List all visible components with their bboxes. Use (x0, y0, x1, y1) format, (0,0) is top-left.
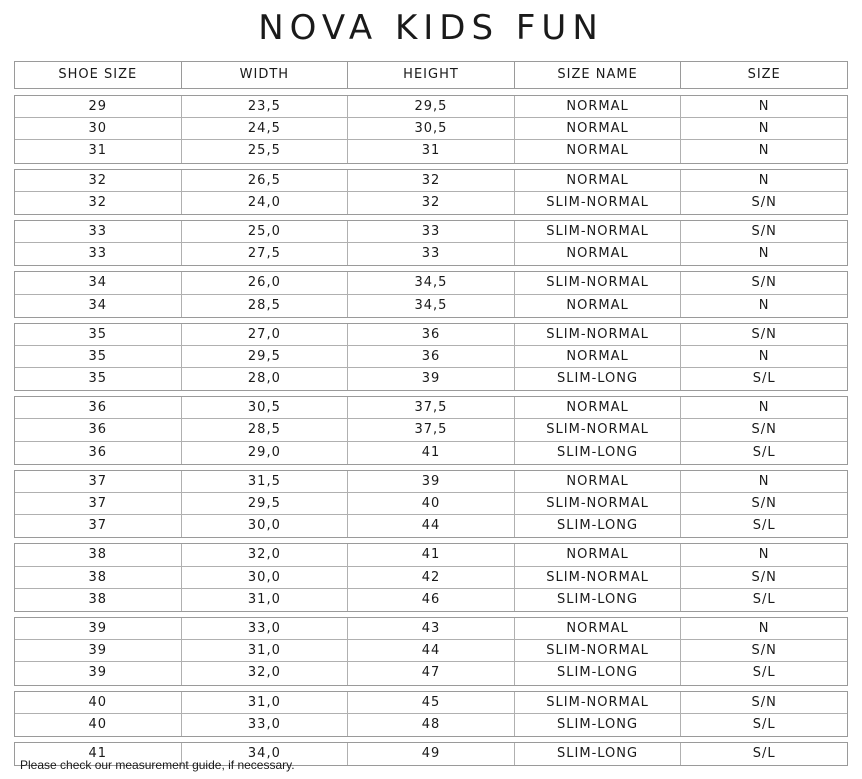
size-cell: S/L (752, 444, 776, 460)
size-name-cell: NORMAL (515, 397, 682, 418)
size-name-cell: SLIM-LONG (515, 442, 682, 464)
height-cell: 33 (348, 243, 515, 265)
shoe-size-cell: 31 (15, 140, 182, 162)
size-name-cell: NORMAL (515, 471, 682, 492)
width-cell: 28,0 (182, 368, 349, 390)
size-cell: N (758, 121, 770, 137)
table-row (15, 618, 847, 640)
shoe-size-cell: 35 (15, 368, 182, 390)
size-table-body (14, 95, 848, 771)
height-cell: 44 (348, 640, 515, 661)
width-cell: 24,0 (182, 192, 349, 214)
width-cell: 32,0 (182, 544, 349, 565)
size-name-cell: SLIM-NORMAL (515, 493, 682, 514)
table-header (14, 61, 848, 89)
header-shoe-size: SHOE SIZE (15, 62, 182, 88)
size-cell: S/L (752, 665, 776, 681)
size-cell: S/N (751, 194, 777, 210)
height-cell: 40 (348, 493, 515, 514)
size-group (14, 617, 848, 686)
table-row (15, 567, 847, 589)
width-cell: 30,5 (182, 397, 349, 418)
page-title: NOVA KIDS FUN (258, 8, 604, 48)
shoe-size-cell: 35 (15, 324, 182, 345)
shoe-size-cell: 34 (15, 295, 182, 317)
width-cell: 29,0 (182, 442, 349, 464)
shoe-size-cell: 32 (15, 170, 182, 191)
size-name-cell: SLIM-LONG (515, 714, 682, 736)
size-name-cell: SLIM-LONG (515, 368, 682, 390)
size-cell: S/L (752, 518, 776, 534)
table-row (15, 170, 847, 192)
table-row (15, 221, 847, 243)
size-cell: N (758, 99, 770, 114)
width-cell: 32,0 (182, 662, 349, 684)
size-cell: S/N (751, 422, 777, 438)
height-cell: 31 (348, 140, 515, 162)
shoe-size-cell: 34 (15, 272, 182, 293)
table-row (15, 442, 847, 464)
width-cell: 23,5 (182, 96, 349, 117)
size-group (14, 470, 848, 539)
size-group (14, 95, 848, 164)
size-cell: S/L (752, 371, 776, 387)
height-cell: 44 (348, 515, 515, 537)
height-cell: 30,5 (348, 118, 515, 139)
table-row (15, 346, 847, 368)
shoe-size-cell: 36 (15, 419, 182, 440)
height-cell: 32 (348, 170, 515, 191)
height-cell: 33 (348, 221, 515, 242)
height-cell: 41 (348, 442, 515, 464)
size-name-cell: NORMAL (515, 170, 682, 191)
height-cell: 45 (348, 692, 515, 713)
shoe-size-cell: 32 (15, 192, 182, 214)
size-group (14, 323, 848, 392)
height-cell: 39 (348, 368, 515, 390)
size-name-cell: NORMAL (515, 346, 682, 367)
shoe-size-cell: 36 (15, 397, 182, 418)
height-cell: 42 (348, 567, 515, 588)
size-cell: N (758, 400, 770, 416)
height-cell: 43 (348, 618, 515, 639)
size-name-cell: SLIM-NORMAL (515, 272, 682, 293)
width-cell: 27,0 (182, 324, 349, 345)
shoe-size-cell: 40 (15, 692, 182, 713)
size-name-cell: SLIM-NORMAL (515, 192, 682, 214)
shoe-size-cell: 30 (15, 118, 182, 139)
height-cell: 32 (348, 192, 515, 214)
size-group (14, 169, 848, 215)
size-name-cell: SLIM-NORMAL (515, 692, 682, 713)
table-row (15, 662, 847, 684)
width-cell: 31,0 (182, 692, 349, 713)
height-cell: 36 (348, 324, 515, 345)
width-cell: 28,5 (182, 419, 349, 440)
shoe-size-cell: 39 (15, 662, 182, 684)
table-row (15, 140, 847, 162)
size-name-cell: NORMAL (515, 243, 682, 265)
size-group (14, 220, 848, 266)
size-name-cell: SLIM-NORMAL (515, 419, 682, 440)
table-row (15, 397, 847, 419)
width-cell: 29,5 (182, 493, 349, 514)
size-name-cell: NORMAL (515, 96, 682, 117)
header-size-name: SIZE NAME (515, 62, 682, 88)
height-cell: 48 (348, 714, 515, 736)
table-row (15, 515, 847, 537)
width-cell: 34,0 (182, 743, 349, 765)
size-cell: S/N (751, 496, 777, 511)
table-row (15, 544, 847, 566)
width-cell: 31,5 (182, 471, 349, 492)
table-row (15, 192, 847, 214)
size-cell: S/N (751, 223, 777, 239)
size-name-cell: SLIM-NORMAL (515, 567, 682, 588)
width-cell: 27,5 (182, 243, 349, 265)
size-cell: S/N (751, 275, 777, 291)
table-row (15, 96, 847, 118)
shoe-size-cell: 38 (15, 589, 182, 611)
shoe-size-cell: 35 (15, 346, 182, 367)
size-cell: S/N (751, 694, 777, 710)
size-name-cell: NORMAL (515, 618, 682, 639)
size-cell: N (758, 348, 770, 364)
width-cell: 33,0 (182, 714, 349, 736)
size-cell: N (758, 473, 770, 489)
shoe-size-cell: 33 (15, 221, 182, 242)
height-cell: 46 (348, 589, 515, 611)
width-cell: 29,5 (182, 346, 349, 367)
size-cell: N (758, 246, 770, 262)
width-cell: 30,0 (182, 515, 349, 537)
size-name-cell: SLIM-LONG (515, 743, 682, 765)
shoe-size-cell: 29 (15, 96, 182, 117)
table-row (15, 324, 847, 346)
size-name-cell: NORMAL (515, 544, 682, 565)
height-cell: 29,5 (348, 96, 515, 117)
shoe-size-cell: 39 (15, 640, 182, 661)
width-cell: 33,0 (182, 618, 349, 639)
height-cell: 41 (348, 544, 515, 565)
table-row (15, 419, 847, 441)
height-cell: 47 (348, 662, 515, 684)
header-width: WIDTH (182, 62, 349, 88)
height-cell: 49 (348, 743, 515, 765)
size-name-cell: NORMAL (515, 140, 682, 162)
footnote: Please check our measurement guide, if necessary. (20, 758, 295, 772)
shoe-size-cell: 37 (15, 493, 182, 514)
size-cell: S/L (752, 591, 776, 607)
shoe-size-cell: 37 (15, 515, 182, 537)
size-cell: S/N (751, 643, 777, 659)
width-cell: 31,0 (182, 589, 349, 611)
width-cell: 24,5 (182, 118, 349, 139)
size-cell: S/N (751, 569, 777, 585)
width-cell: 28,5 (182, 295, 349, 317)
table-row (15, 295, 847, 317)
height-cell: 37,5 (348, 397, 515, 418)
width-cell: 31,0 (182, 640, 349, 661)
shoe-size-cell: 33 (15, 243, 182, 265)
size-group (14, 543, 848, 612)
shoe-size-cell: 39 (15, 618, 182, 639)
size-name-cell: SLIM-NORMAL (515, 324, 682, 345)
size-group (14, 691, 848, 737)
size-cell: N (758, 143, 770, 159)
table-row (15, 243, 847, 265)
size-name-cell: SLIM-LONG (515, 515, 682, 537)
size-name-cell: SLIM-LONG (515, 662, 682, 684)
table-row (15, 589, 847, 611)
table-row (15, 714, 847, 736)
table-row (15, 118, 847, 140)
height-cell: 36 (348, 346, 515, 367)
size-group (14, 271, 848, 317)
shoe-size-cell: 37 (15, 471, 182, 492)
width-cell: 26,0 (182, 272, 349, 293)
table-row (15, 640, 847, 662)
size-name-cell: SLIM-LONG (515, 589, 682, 611)
height-cell: 34,5 (348, 272, 515, 293)
size-cell: N (758, 172, 770, 188)
size-name-cell: NORMAL (515, 295, 682, 317)
size-name-cell: SLIM-NORMAL (515, 640, 682, 661)
table-row (15, 692, 847, 714)
size-cell: N (758, 297, 770, 313)
size-cell: S/L (752, 716, 776, 732)
size-cell: S/N (751, 326, 777, 342)
width-cell: 30,0 (182, 567, 349, 588)
shoe-size-cell: 36 (15, 442, 182, 464)
table-row (15, 471, 847, 493)
width-cell: 25,0 (182, 221, 349, 242)
size-name-cell: NORMAL (515, 118, 682, 139)
shoe-size-cell: 38 (15, 567, 182, 588)
shoe-size-cell: 38 (15, 544, 182, 565)
width-cell: 26,5 (182, 170, 349, 191)
shoe-size-cell: 40 (15, 714, 182, 736)
size-cell: S/L (752, 745, 776, 761)
size-name-cell: SLIM-NORMAL (515, 221, 682, 242)
header-size: SIZE (747, 67, 781, 82)
header-height: HEIGHT (348, 62, 515, 88)
size-cell: N (758, 620, 770, 636)
size-group (14, 396, 848, 465)
height-cell: 37,5 (348, 419, 515, 440)
height-cell: 34,5 (348, 295, 515, 317)
width-cell: 25,5 (182, 140, 349, 162)
shoe-size-cell: 41 (15, 743, 182, 765)
height-cell: 39 (348, 471, 515, 492)
table-row (15, 272, 847, 294)
table-row (15, 493, 847, 515)
size-cell: N (758, 547, 770, 563)
table-row (15, 368, 847, 390)
